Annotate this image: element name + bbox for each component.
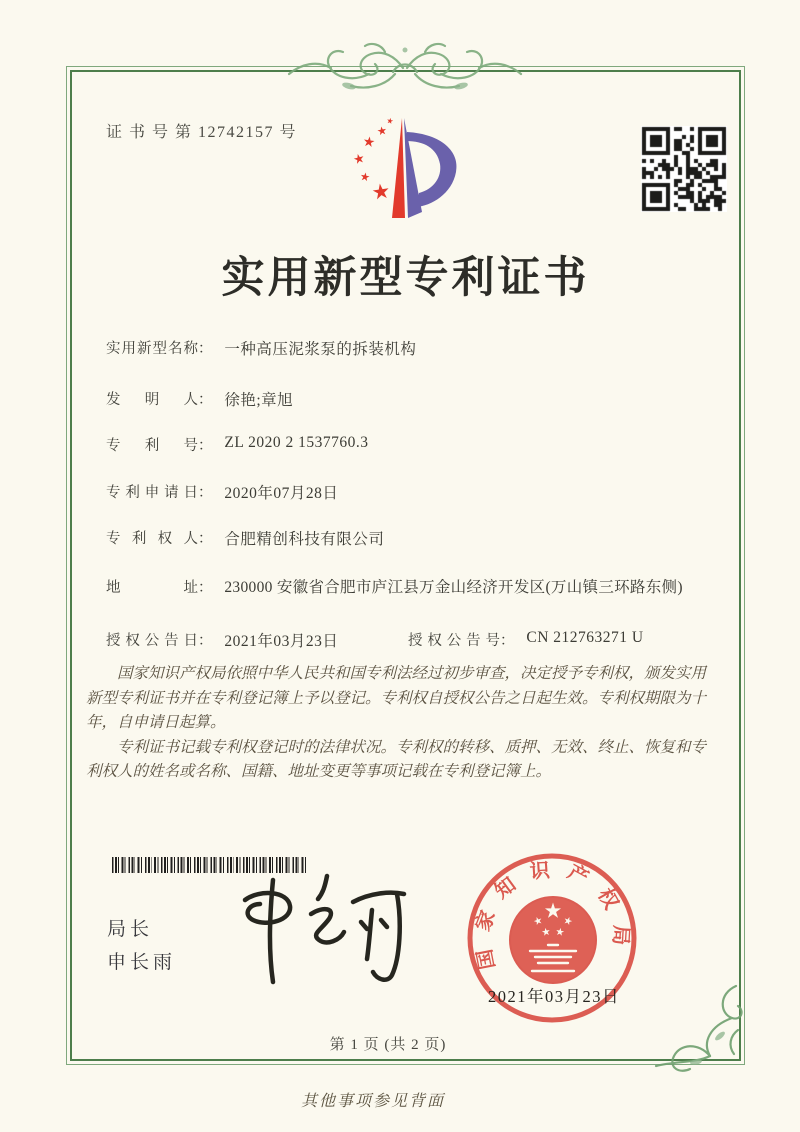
field-grant-number (408, 629, 644, 650)
label-colon: ： (198, 531, 213, 547)
cnipa-logo-icon (338, 108, 473, 228)
label-colon: ： (198, 438, 213, 454)
field-label: 地址 (106, 580, 198, 596)
field-value: 2020年07月28日 (224, 485, 339, 502)
legal-paragraph-2: 专利证书记载专利权登记时的法律状况。专利权的转移、质押、无效、终止、恢复和专利权人的姓名或名称、国籍、地址变更等事项记载在专利登记簿上。 (86, 738, 707, 780)
label-colon: ： (500, 633, 515, 649)
legal-paragraph-1: 国家知识产权局依照中华人民共和国专利法经过初步审查，决定授予专利权，颁发实用新型专利证书并在专利登记簿上予以登记。专利权自授权公告之日起生效。专利权期限为十年，自申请日起算。 (86, 665, 707, 731)
field-value: 合肥精创科技有限公司 (224, 531, 385, 548)
field-utility-model-name (106, 337, 416, 359)
director-signature-icon (215, 862, 415, 1002)
label-colon: ： (198, 580, 213, 596)
director-title: 局长 (107, 919, 154, 940)
field-patent-number (106, 434, 369, 455)
qr-code (641, 126, 727, 212)
top-scroll-ornament-icon (275, 30, 535, 96)
director-name: 申长雨 (107, 952, 177, 973)
seal-ring-text: 国家知识产权局 (471, 858, 632, 972)
field-inventor (106, 388, 293, 410)
field-value: 徐艳;章旭 (224, 392, 294, 409)
field-grant-row (106, 629, 644, 651)
field-value: 230000 安徽省合肥市庐江县万金山经济开发区(万山镇三环路东侧) (224, 579, 683, 596)
field-patentee (106, 527, 384, 549)
field-value: 一种高压泥浆泵的拆装机构 (224, 341, 417, 358)
corner-flourish-icon (648, 978, 748, 1078)
field-label: 专利号 (106, 438, 198, 454)
label-colon: ： (198, 392, 213, 408)
national-emblem-icon (510, 897, 596, 983)
page-number: 第 1 页 (共 2 页) (329, 1037, 447, 1053)
label-colon: ： (198, 341, 213, 357)
field-label: 专利权人 (106, 531, 198, 547)
certificate-title: 实用新型专利证书 (221, 255, 590, 302)
field-value: 2021年03月23日 (224, 633, 339, 650)
field-value: ZL 2020 2 1537760.3 (224, 434, 369, 451)
certificate-number: 证 书 号 第 12742157 号 (106, 124, 298, 141)
field-filing-date (106, 481, 338, 503)
field-label: 专利申请日 (106, 485, 198, 501)
field-label: 发明人 (106, 392, 198, 408)
field-address (106, 576, 724, 599)
label-colon: ： (198, 633, 213, 649)
legal-text-block (86, 662, 712, 785)
label-colon: ： (198, 485, 213, 501)
field-label: 授权公告号 (408, 633, 500, 649)
seal-date: 2021年03月23日 (488, 987, 620, 1006)
field-label: 授权公告日 (106, 633, 198, 649)
field-value: CN 212763271 U (526, 629, 644, 646)
field-label: 实用新型名称 (106, 341, 198, 357)
back-side-note: 其他事项参见背面 (300, 1093, 445, 1110)
